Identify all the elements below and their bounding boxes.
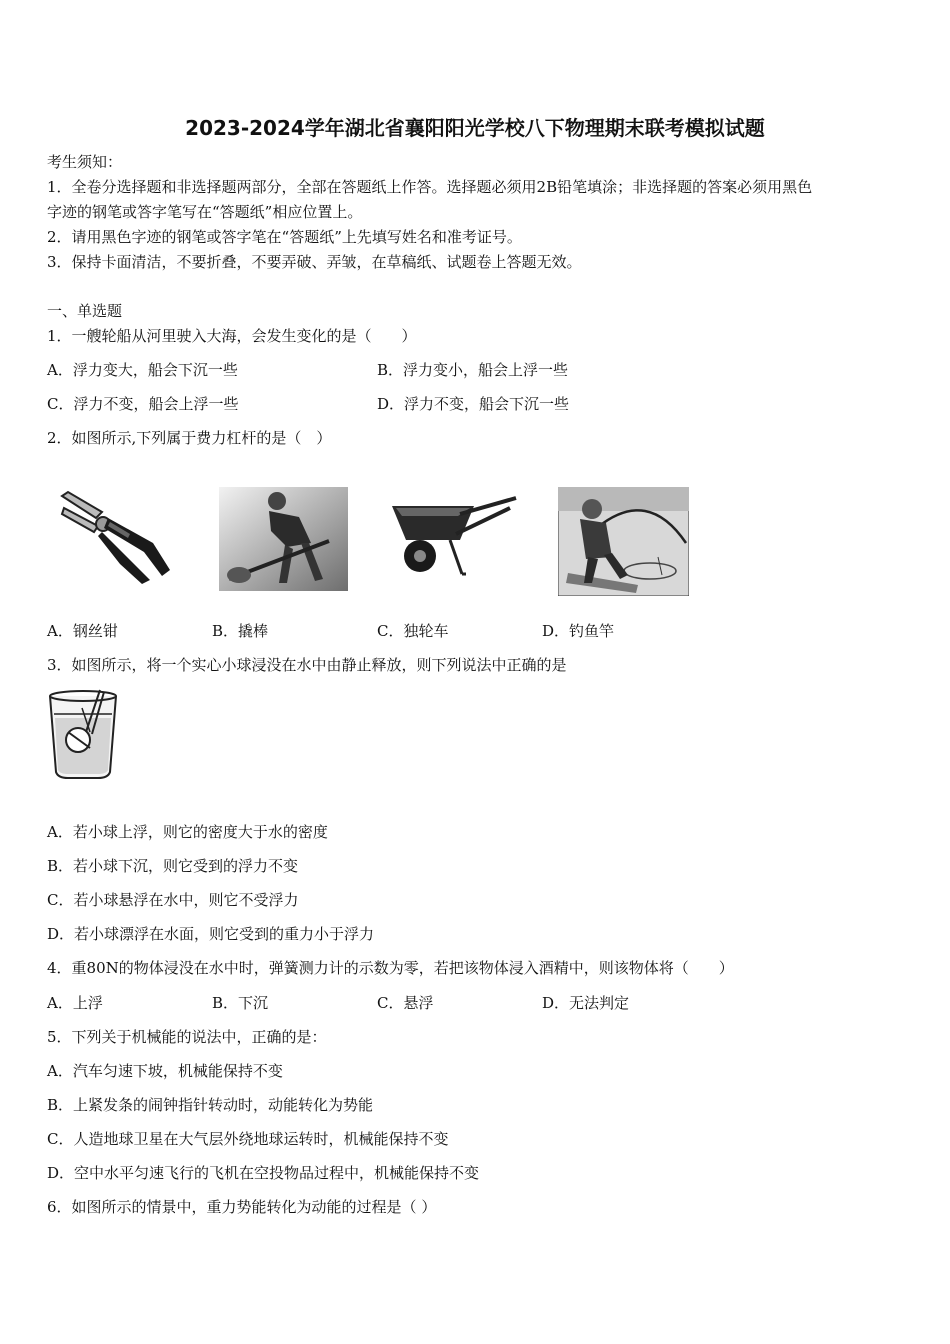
q3-option-b: B．若小球下沉，则它受到的浮力不变: [47, 857, 299, 875]
q2-option-d: D．钓鱼竿: [542, 622, 615, 640]
q3-stem: 3．如图所示，将一个实心小球浸没在水中由静止释放，则下列说法中正确的是: [47, 656, 567, 674]
q5-option-a: A．汽车匀速下坡，机械能保持不变: [47, 1062, 283, 1080]
q2-option-a: A．钢丝钳: [47, 622, 118, 640]
q2-option-c: C．独轮车: [377, 622, 449, 640]
fishing-figure: [558, 487, 689, 596]
q3-option-d: D．若小球漂浮在水面，则它受到的重力小于浮力: [47, 925, 375, 943]
pliers-figure: [58, 488, 178, 588]
q4-option-a: A．上浮: [47, 994, 103, 1012]
q5-option-b: B．上紧发条的闹钟指针转动时，动能转化为势能: [47, 1096, 374, 1114]
q6-stem: 6．如图所示的情景中，重力势能转化为动能的过程是（ ）: [47, 1198, 437, 1216]
q1-option-d: D．浮力不变，船会下沉一些: [377, 395, 570, 413]
q4-option-c: C．悬浮: [377, 994, 434, 1012]
q1-stem: 1．一艘轮船从河里驶入大海，会发生变化的是（ ）: [47, 327, 417, 345]
section-heading: 一、单选题: [47, 302, 123, 320]
q4-option-d: D．无法判定: [542, 994, 630, 1012]
notice-line-2: 2．请用黑色字迹的钢笔或答字笔在“答题纸”上先填写姓名和准考证号。: [47, 228, 522, 246]
q5-option-c: C．人造地球卫星在大气层外绕地球运转时，机械能保持不变: [47, 1130, 449, 1148]
page-title: 2023-2024学年湖北省襄阳阳光学校八下物理期末联考模拟试题: [185, 116, 765, 140]
wheelbarrow-figure: [390, 494, 518, 580]
q3-option-c: C．若小球悬浮在水中，则它不受浮力: [47, 891, 299, 909]
q5-option-d: D．空中水平匀速飞行的飞机在空投物品过程中，机械能保持不变: [47, 1164, 480, 1182]
q4-stem: 4．重80N的物体浸没在水中时，弹簧测力计的示数为零，若把该物体浸入酒精中，则该物体将（ ）: [47, 959, 734, 977]
notice-line-1b: 字迹的钢笔或答字笔写在“答题纸”相应位置上。: [47, 203, 363, 221]
q2-option-b: B．撬棒: [212, 622, 269, 640]
q1-option-b: B．浮力变小，船会上浮一些: [377, 361, 569, 379]
q2-stem: 2．如图所示,下列属于费力杠杆的是（ ）: [47, 429, 332, 447]
crowbar-figure: [219, 487, 348, 591]
q4-option-b: B．下沉: [212, 994, 269, 1012]
q5-stem: 5．下列关于机械能的说法中，正确的是：: [47, 1028, 327, 1046]
q1-option-c: C．浮力不变，船会上浮一些: [47, 395, 239, 413]
notice-line-3: 3．保持卡面清洁，不要折叠，不要弄破、弄皱，在草稿纸、试题卷上答题无效。: [47, 253, 582, 271]
notice-heading: 考生须知：: [47, 153, 123, 171]
beaker-figure: [46, 688, 120, 780]
q1-option-a: A．浮力变大，船会下沉一些: [47, 361, 238, 379]
notice-line-1a: 1．全卷分选择题和非选择题两部分，全部在答题纸上作答。选择题必须用2B铅笔填涂；非选择题的答案必须用黑色: [47, 178, 813, 196]
q3-option-a: A．若小球上浮，则它的密度大于水的密度: [47, 823, 328, 841]
